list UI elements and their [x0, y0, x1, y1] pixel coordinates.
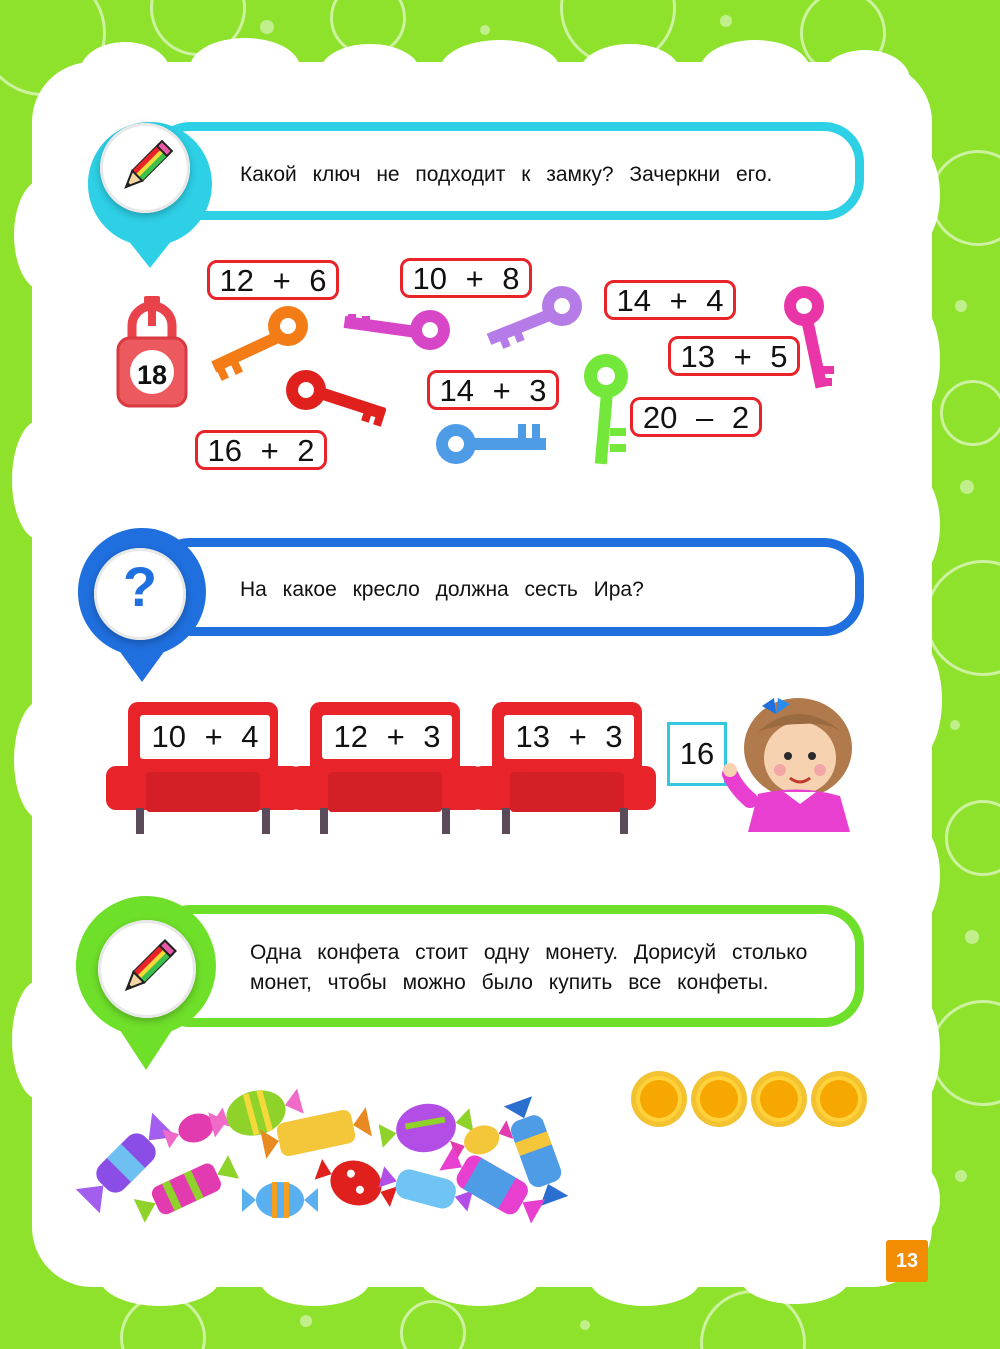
key-expression-1: 12 + 6: [207, 260, 339, 300]
key-expression-4: 13 + 5: [668, 336, 800, 376]
key-expression-3: 14 + 4: [604, 280, 736, 320]
key-expression-5: 16 + 2: [195, 430, 327, 470]
girl-ira-illustration: [718, 692, 868, 832]
task-1-badge: [85, 108, 205, 228]
pencil-icon: [112, 135, 178, 201]
seat-label-3: 13 + 3: [504, 715, 634, 759]
lock-number: 18: [136, 360, 168, 390]
task-3-instruction-line-1: Одна конфета стоит одну монету. Дорисуй столько: [250, 941, 808, 964]
task-2-instruction: На какое кресло должна сесть Ира?: [240, 578, 644, 601]
key-red: [280, 366, 392, 438]
key-expression-2: 10 + 8: [400, 258, 532, 298]
padlock-18: [116, 296, 188, 408]
pencil-icon: [112, 934, 182, 1004]
task-3-badge: [80, 902, 214, 1036]
task-1-instruction: Какой ключ не подходит к замку? Зачеркни его.: [240, 163, 773, 186]
candies-group: [66, 1078, 586, 1228]
girl-number-card: 16: [667, 722, 727, 786]
coin-1: [636, 1076, 682, 1122]
seat-label-2: 12 + 3: [322, 715, 452, 759]
key-expression-6: 14 + 3: [427, 370, 559, 410]
question-icon: ?: [122, 555, 158, 618]
coin-3: [756, 1076, 802, 1122]
key-violet: [338, 296, 458, 366]
seat-label-1: 10 + 4: [140, 715, 270, 759]
page-number: 13: [886, 1240, 928, 1282]
task-3-instruction-line-2: монет, чтобы можно было купить все конфеты.: [250, 971, 769, 994]
candy-9: [242, 1182, 318, 1218]
coin-4: [816, 1076, 862, 1122]
task-2-badge: [78, 532, 202, 656]
coin-2: [696, 1076, 742, 1122]
key-expression-7: 20 – 2: [630, 397, 762, 437]
key-blue: [430, 416, 550, 472]
